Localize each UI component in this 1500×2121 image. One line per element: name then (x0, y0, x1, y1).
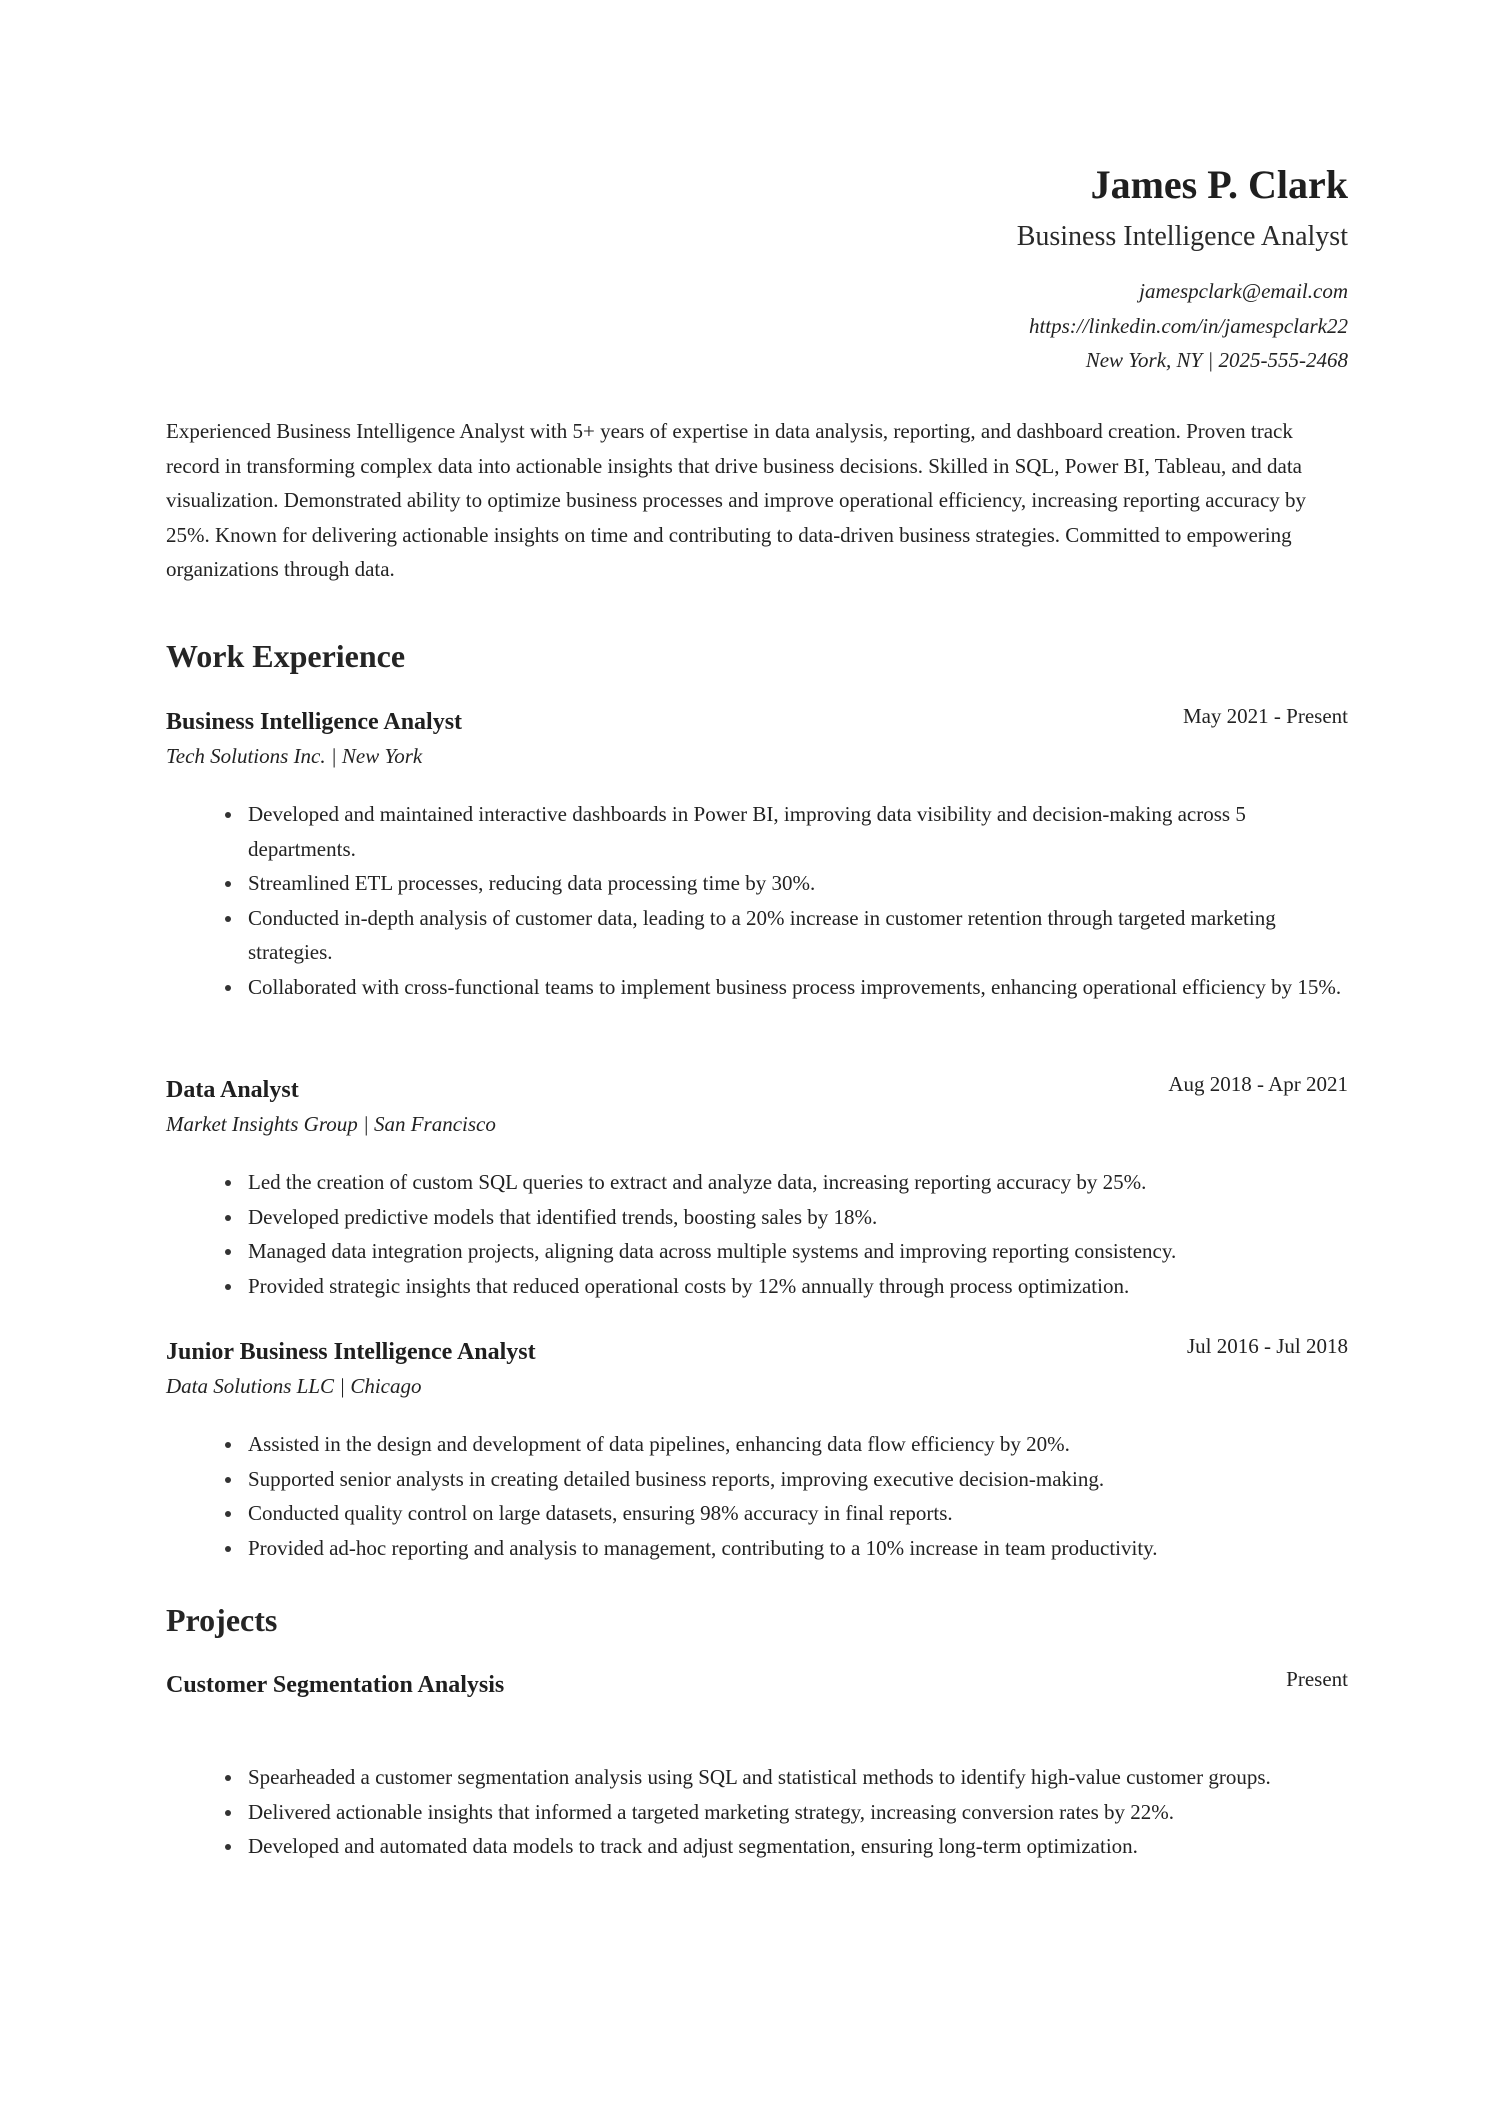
job-entry (166, 705, 1348, 1004)
job-header (166, 1335, 1348, 1369)
bullet-item (166, 1269, 1348, 1304)
bullet-item (166, 1234, 1348, 1269)
job-bullets (166, 1427, 1348, 1565)
bullet-icon (225, 1511, 231, 1517)
bullet-item (166, 1795, 1348, 1830)
bullet-icon (225, 1775, 231, 1781)
bullet-item (166, 1165, 1348, 1200)
job-entry (166, 1073, 1348, 1303)
bullet-icon (225, 1477, 231, 1483)
job-bullets (166, 797, 1348, 1004)
bullet-text: Conducted in-depth analysis of customer data, leading to a 20% increase in customer retention through targeted marketing strategies. (248, 905, 1276, 964)
resume-header (548, 158, 1348, 378)
bullet-icon (225, 812, 231, 818)
bullet-item (166, 1496, 1348, 1531)
bullet-text: Developed predictive models that identified trends, boosting sales by 18%. (248, 1204, 878, 1229)
bullet-text: Assisted in the design and development of data pipelines, enhancing data flow efficiency by 20%. (248, 1432, 1070, 1456)
candidate-name: James P. Clark (1090, 162, 1348, 207)
job-date: Aug 2018 - Apr 2021 (1168, 1072, 1348, 1096)
job-date: Jul 2016 - Jul 2018 (1186, 1334, 1348, 1358)
bullet-text: Provided ad-hoc reporting and analysis to management, contributing to a 10% increase in team productivity. (248, 1535, 1158, 1560)
job-title: Junior Business Intelligence Analyst (166, 1339, 536, 1365)
bullet-text: Provided strategic insights that reduced operational costs by 12% annually through process optimization. (248, 1273, 1130, 1298)
resume-page (166, 0, 1348, 2121)
bullet-text: Managed data integration projects, aligning data across multiple systems and improving reporting consistency. (248, 1239, 1177, 1263)
section-title-projects: Projects (166, 1602, 278, 1638)
bullet-icon (225, 916, 231, 922)
bullet-text: Streamlined ETL processes, reducing data processing time by 30%. (248, 871, 816, 895)
bullet-icon (225, 1442, 231, 1448)
job-title: Data Analyst (166, 1077, 299, 1103)
job-company: Market Insights Group | San Francisco (166, 1112, 496, 1136)
bullet-text: Spearheaded a customer segmentation analysis using SQL and statistical methods to identify high-value customer groups. (248, 1765, 1271, 1789)
contact-block (548, 274, 1348, 378)
project-title: Customer Segmentation Analysis (166, 1672, 505, 1698)
job-header (166, 705, 1348, 739)
project-date: Present (1286, 1667, 1348, 1691)
section-title-work-experience: Work Experience (166, 638, 406, 674)
bullet-icon (225, 1844, 231, 1850)
bullet-icon (225, 1810, 231, 1816)
bullet-text: Supported senior analysts in creating detailed business reports, improving executive decision-making. (248, 1466, 1105, 1491)
bullet-icon (225, 1180, 231, 1186)
contact-location-phone: New York, NY | 2025-555-2468 (1085, 348, 1348, 372)
summary-paragraph: Experienced Business Intelligence Analyst with 5+ years of expertise in data analysis, reporting, and dashboard creation. Proven track record in transforming complex data into actionable insights that drive business decisions. Skilled in SQL, Power BI, Tableau, and data visualization. Demonstrated ability to optimize business processes and improve operational efficiency, increasing reporting accuracy by 25%. Known for delivering actionable insights on time and contributing to data-driven business strategies. Committed to empowering organizations through data. (166, 419, 1307, 581)
bullet-item (166, 1829, 1348, 1864)
contact-email[interactable]: jamespclark@email.com (1139, 279, 1348, 303)
job-bullets (166, 1165, 1348, 1303)
contact-linkedin[interactable]: https://linkedin.com/in/jamespclark22 (1028, 313, 1348, 338)
bullet-item (166, 970, 1348, 1005)
job-title: Business Intelligence Analyst (166, 709, 463, 735)
bullet-icon (225, 1249, 231, 1255)
bullet-item (166, 797, 1348, 866)
bullet-item (166, 1760, 1348, 1795)
bullet-item (166, 1462, 1348, 1497)
bullet-text: Developed and maintained interactive dashboards in Power BI, improving data visibility and decision-making across 5 departments. (248, 802, 1246, 861)
project-bullets (166, 1760, 1348, 1864)
bullet-icon (225, 1215, 231, 1221)
bullet-item (166, 1427, 1348, 1462)
job-company: Data Solutions LLC | Chicago (166, 1374, 422, 1398)
job-date: May 2021 - Present (1182, 704, 1348, 728)
bullet-icon (225, 985, 231, 991)
bullet-text: Collaborated with cross-functional teams to implement business process improvements, enhancing operational efficiency by 15%. (248, 974, 1342, 999)
project-entry (166, 1668, 1348, 1864)
bullet-item (166, 901, 1348, 970)
bullet-text: Conducted quality control on large datasets, ensuring 98% accuracy in final reports. (248, 1501, 953, 1525)
bullet-text: Led the creation of custom SQL queries to extract and analyze data, increasing reporting accuracy by 25%. (248, 1170, 1147, 1194)
job-header (166, 1073, 1348, 1107)
bullet-text: Developed and automated data models to track and adjust segmentation, ensuring long-term optimization. (248, 1834, 1138, 1858)
bullet-text: Delivered actionable insights that informed a targeted marketing strategy, increasing conversion rates by 22%. (248, 1799, 1175, 1824)
bullet-item (166, 866, 1348, 901)
bullet-item (166, 1531, 1348, 1566)
candidate-title: Business Intelligence Analyst (1016, 221, 1348, 252)
bullet-icon (225, 1284, 231, 1290)
job-company: Tech Solutions Inc. | New York (166, 744, 423, 768)
project-header (166, 1668, 1348, 1702)
bullet-item (166, 1200, 1348, 1235)
bullet-icon (225, 1546, 231, 1552)
job-entry (166, 1335, 1348, 1565)
bullet-icon (225, 881, 231, 887)
